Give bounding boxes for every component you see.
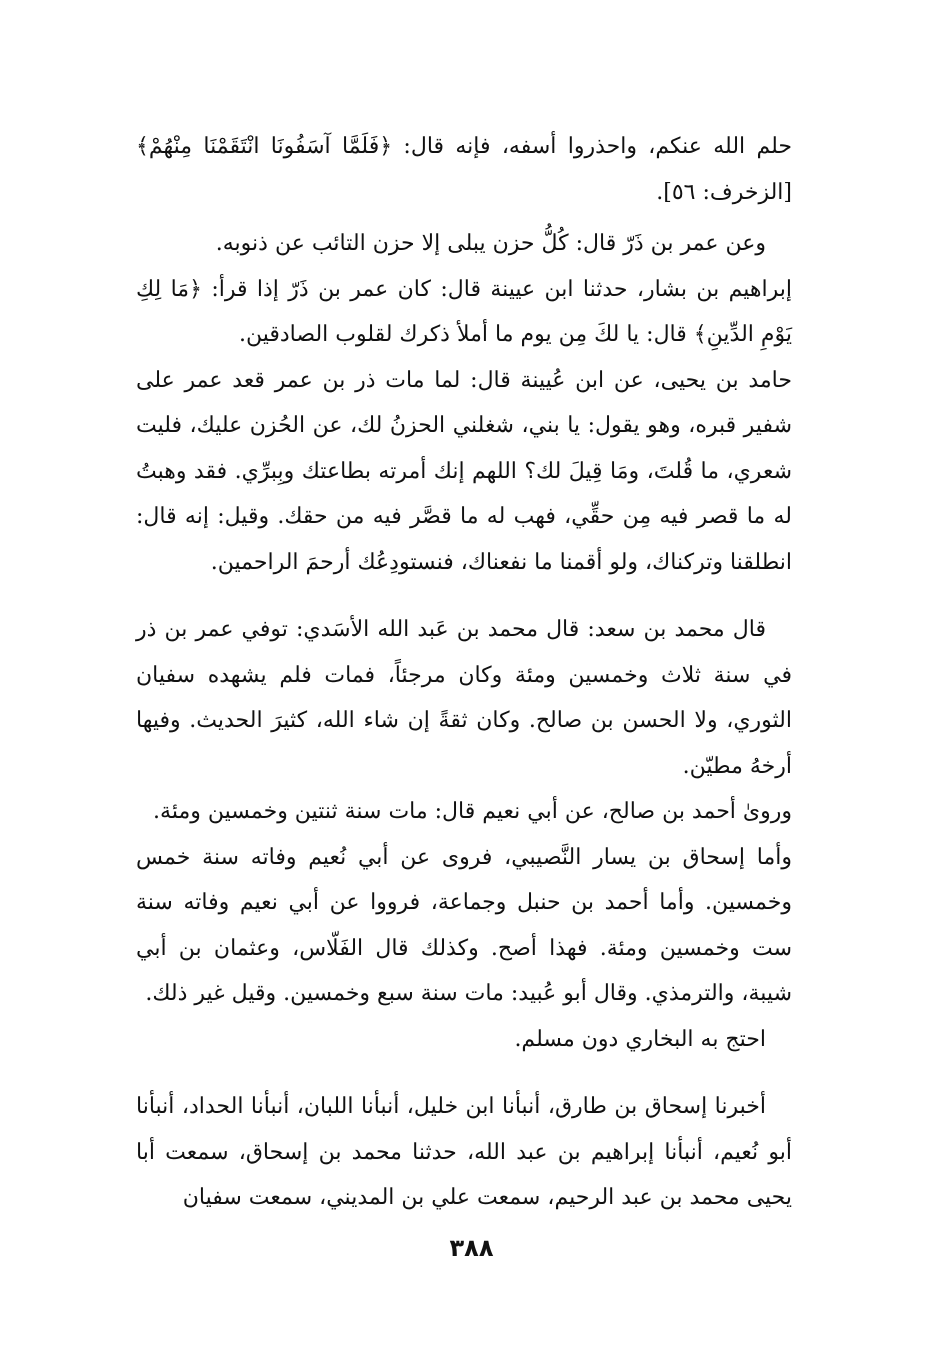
paragraph-9: أخبرنا إسحاق بن طارق، أنبأنا ابن خليل، أنبأنا اللبان، أنبأنا الحداد، أنبأنا أبو نُعيم، أنبأنا إبراهيم بن عبد الله، حدثنا محمد بن إسحاق، سمعت أبا يحيى محمد بن عبد الرحيم، سمعت علي بن المديني، سمعت سفيان <box>136 1094 792 1210</box>
paragraph-6: وروىٰ أحمد بن صالح، عن أبي نعيم قال: مات سنة ثنتين وخمسين ومئة. <box>153 799 792 824</box>
paragraph-3: إبراهيم بن بشار، حدثنا ابن عيينة قال: كان عمر بن ذَرّ إذا قرأ: ﴿مَا لِكِ يَوْمِ الدِّينِ﴾ قال: يا لكَ مِن يوم ما أملأ ذكرك لقلوب الصادقين. <box>136 276 792 347</box>
paragraph-5: قال محمد بن سعد: قال محمد بن عَبد الله الأسَدي: توفي عمر بن ذر في سنة ثلاث وخمسين ومئة وكان مرجئاً، فمات فلم يشهده سفيان الثوري، ولا الحسن بن صالح. وكان ثقةً إن شاء الله، كثيرَ الحديث. وفيها أرخهُ مطيّن. <box>136 617 792 779</box>
paragraph-1: حلم الله عنكم، واحذروا أسفه، فإنه قال: ﴿فَلَمَّا آسَفُونَا انْتَقَمْنَا مِنْهُمْ﴾ [الزخرف: ٥٦]. <box>136 134 792 205</box>
paragraph-8: احتج به البخاري دون مسلم. <box>514 1026 766 1052</box>
page-number: ٣٨٨ <box>449 1234 494 1262</box>
paragraph-4: حامد بن يحيى، عن ابن عُيينة قال: لما مات ذر بن عمر قعد عمر على شفير قبره، وهو يقول: يا بني، شغلني الحزنُ لك، عن الحُزن عليك، فليت شعري، ما قُلتَ، ومَا قِيلَ لك؟ اللهم إنك أمرته بطاعتك وبِبرِّي. فقد وهبتُ له ما قصر فيه مِن حقِّي، فهب له ما قصَّر فيه من حقك. وقيل: إنه قال: انطلقنا وتركناك، ولو أقمنا ما نفعناك، فنستودِعُك أرحمَ الراحمين. <box>136 367 792 575</box>
paragraph-2: وعن عمر بن ذَرّ قال: كُلُّ حزن يبلى إلا حزن التائب عن ذنوبه. <box>215 231 766 256</box>
paragraph-7: وأما إسحاق بن يسار النَّصيبي، فروى عن أبي نُعيم وفاته سنة خمس وخمسين. وأما أحمد بن حنبل وجماعة، فرووا عن أبي نعيم وفاته سنة ست وخمسين ومئة. فهذا أصح. وكذلك قال الفَلّاس، وعثمان بن أبي شيبة، والترمذي. وقال أبو عُبيد: مات سنة سبع وخمسين. وقيل غير ذلك. <box>136 844 792 1006</box>
body-text <box>136 124 792 1221</box>
